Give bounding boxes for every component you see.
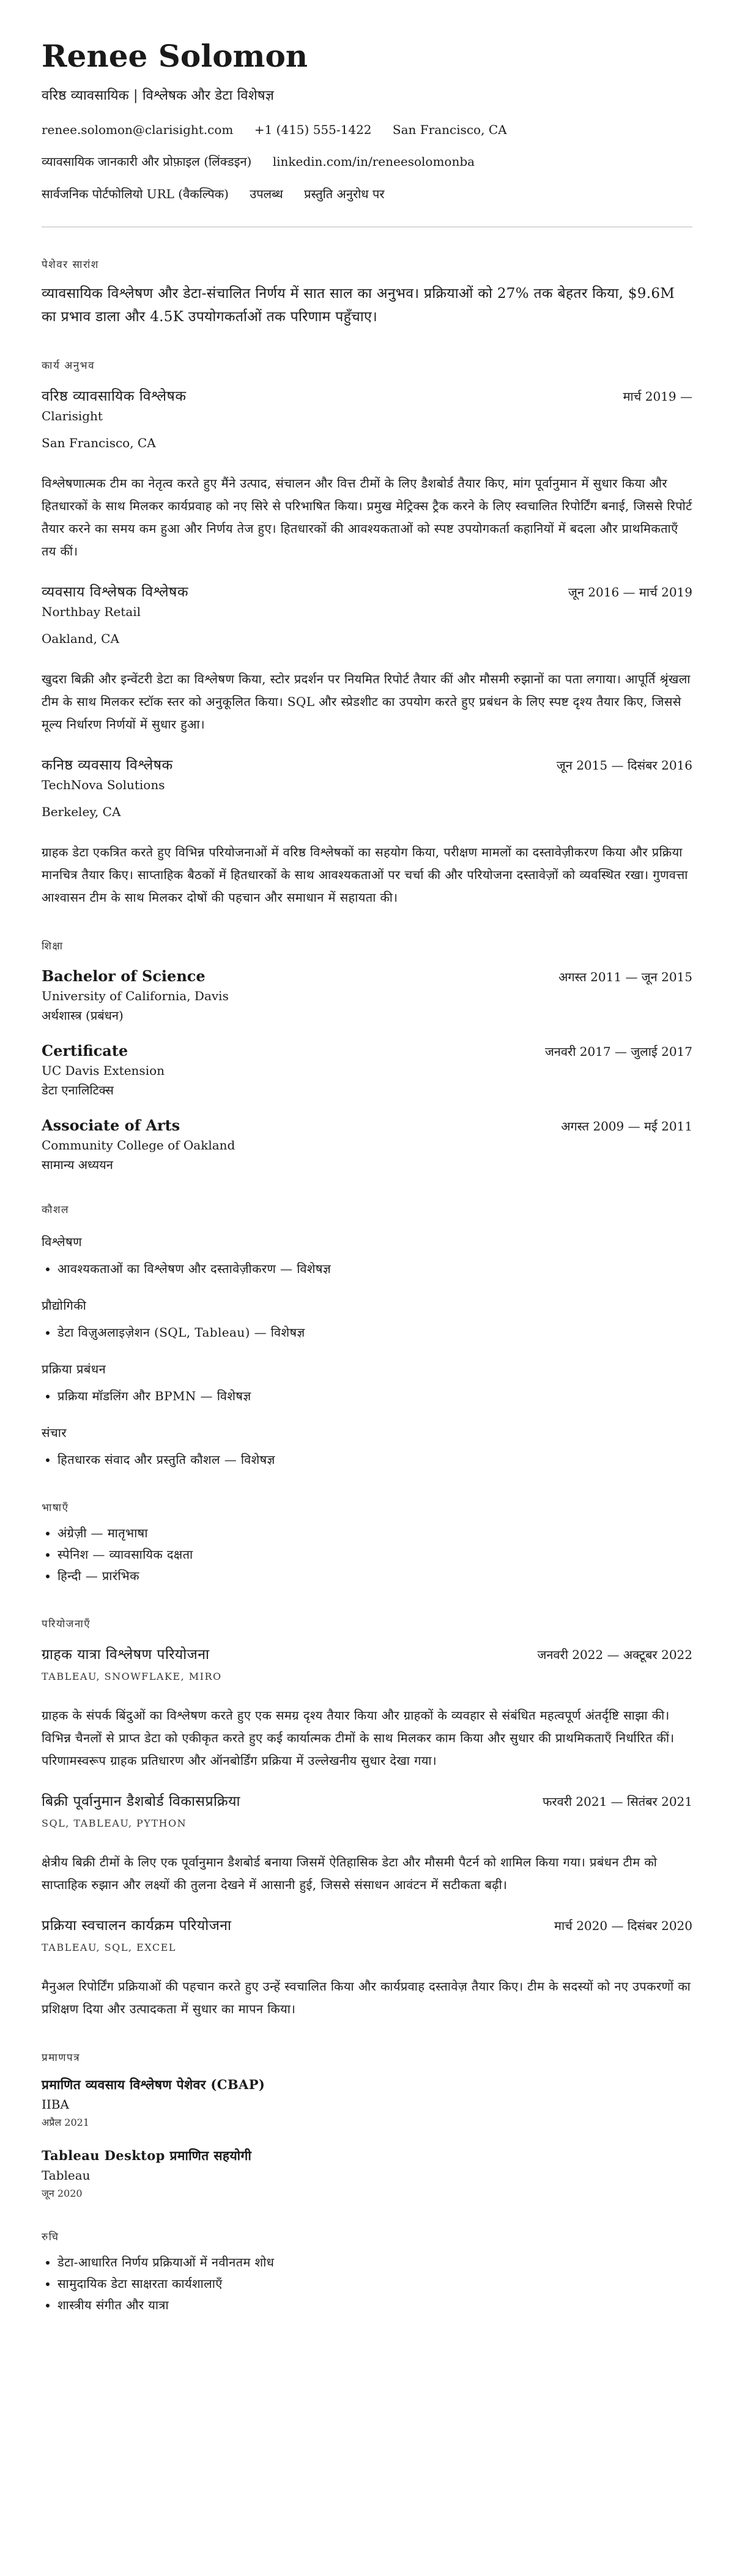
skill-list (42, 1258, 692, 1280)
list-item: • शास्त्रीय संगीत और यात्रा (57, 2295, 692, 2316)
phone-number: +1 (415) 555-1422 (254, 122, 372, 137)
project-description: ग्राहक के संपर्क बिंदुओं का विश्लेषण करते हुए एक समग्र दृश्य तैयार किया और ग्राहकों के व्यवहार से संबंधित महत्वपूर्ण अंतर्दृष्टि साझा की। विभिन्न चैनलों से प्राप्त डेटा को एकीकृत करते हुए कई कार्यात्मक टीमों के साथ मिलकर काम किया और सुधार की प्राथमिकताएँ निर्धारित कीं। परिणामस्वरूप ग्राहक प्रतिधारण और ऑनबोर्डिंग प्रक्रिया में उल्लेखनीय सुधार देखा गया। (42, 1708, 675, 1768)
degree: Certificate (42, 1042, 128, 1060)
certification-org: IIBA (42, 2097, 69, 2112)
list-item: • हितधारक संवाद और प्रस्तुति कौशल — विशेषज्ञ (57, 1449, 692, 1471)
project-dates: जनवरी 2022 — अक्टूबर 2022 (537, 1647, 692, 1662)
certification-date: जून 2020 (42, 2188, 83, 2199)
field-of-study: सामान्य अध्ययन (42, 1157, 113, 1172)
job-entry (42, 385, 692, 563)
job-dates: मार्च 2019 — (623, 389, 692, 404)
job-description: ग्राहक डेटा एकत्रित करते हुए विभिन्न परियोजनाओं में वरिष्ठ विश्लेषकों का सहयोग किया, परीक्षण मामलों का दस्तावेज़ीकरण किया और प्रक्रिया मानचित्र तैयार किए। साप्ताहिक बैठकों में हितधारकों के साथ आवश्यकताओं पर चर्चा की और परियोजना दस्तावेज़ों को व्यवस्थित रखा। गुणवत्ता आश्वासन टीम के साथ मिलकर दोषों की पहचान और समाधान में सहायता की। (42, 845, 688, 905)
certification-entry (42, 2147, 692, 2200)
job-location: Berkeley, CA (42, 804, 121, 819)
portfolio-status: उपलब्ध (250, 187, 283, 201)
project-description: क्षेत्रीय बिक्री टीमों के लिए एक पूर्वानुमान डैशबोर्ड बनाया जिसमें ऐतिहासिक डेटा और मौसमी पैटर्न को शामिल किया गया। प्रबंधन टीम को साप्ताहिक रुझान और लक्ष्यों की तुलना देखने में आसानी हुई, जिससे संसाधन आवंटन में सटीकता बढ़ी। (42, 1855, 658, 1892)
job-company: TechNova Solutions (42, 778, 165, 792)
interest-list (42, 2252, 692, 2316)
list-item: • आवश्यकताओं का विश्लेषण और दस्तावेज़ीकरण — विशेषज्ञ (57, 1258, 692, 1280)
list-item: • स्पेनिश — व्यावसायिक दक्षता (57, 1544, 692, 1565)
project-dates: फरवरी 2021 — सितंबर 2021 (542, 1794, 692, 1809)
project-entry (42, 1791, 692, 1896)
job-dates: जून 2015 — दिसंबर 2016 (556, 758, 692, 773)
job-location: Oakland, CA (42, 631, 119, 646)
skill-list (42, 1322, 692, 1343)
project-title: ग्राहक यात्रा विश्लेषण परियोजना (42, 1647, 210, 1663)
certification-org: Tableau (42, 2168, 91, 2183)
interests-heading: रुचि (42, 2231, 59, 2243)
skill-group-title: प्रक्रिया प्रबंधन (42, 1362, 106, 1376)
skills-heading: कौशल (42, 1204, 70, 1216)
email-link[interactable]: renee.solomon@clarisight.com (42, 122, 234, 137)
list-item: • डेटा विज़ुअलाइज़ेशन (SQL, Tableau) — विशेषज्ञ (57, 1322, 692, 1343)
project-tech: TABLEAU, SQL, EXCEL (42, 1942, 176, 1953)
education-entry (42, 1042, 692, 1098)
education-dates: अगस्त 2009 — मई 2011 (561, 1119, 692, 1134)
skill-group-title: विश्लेषण (42, 1234, 83, 1249)
job-title: वरिष्ठ व्यावसायिक विश्लेषक (42, 388, 187, 404)
summary-heading: पेशेवर सारांश (42, 259, 99, 271)
job-title: कनिष्ठ व्यवसाय विश्लेषक (42, 757, 173, 773)
project-entry (42, 1644, 692, 1772)
portfolio-note: प्रस्तुति अनुरोध पर (304, 187, 385, 201)
job-entry (42, 581, 692, 736)
job-company: Clarisight (42, 409, 103, 423)
certifications-heading: प्रमाणपत्र (42, 2052, 81, 2064)
candidate-name: Renee Solomon (42, 38, 308, 74)
header-divider (42, 226, 692, 228)
language-list (42, 1523, 692, 1587)
skill-group-title: संचार (42, 1425, 67, 1440)
list-item: • अंग्रेज़ी — मातृभाषा (57, 1523, 692, 1544)
skill-list (42, 1449, 692, 1471)
contact-line-2 (42, 153, 692, 169)
certification-name: प्रमाणित व्यवसाय विश्लेषण पेशेवर (CBAP) (42, 2077, 265, 2092)
degree: Bachelor of Science (42, 967, 206, 985)
education-dates: अगस्त 2011 — जून 2015 (558, 970, 692, 984)
projects-heading: परियोजनाएँ (42, 1618, 91, 1630)
education-entry (42, 1116, 692, 1173)
school: UC Davis Extension (42, 1063, 165, 1078)
job-location: San Francisco, CA (42, 436, 156, 450)
location: San Francisco, CA (392, 122, 507, 137)
job-entry (42, 754, 692, 909)
field-of-study: अर्थशास्त्र (प्रबंधन) (42, 1008, 124, 1023)
education-dates: जनवरी 2017 — जुलाई 2017 (544, 1044, 692, 1059)
field-of-study: डेटा एनालिटिक्स (42, 1083, 114, 1097)
job-company: Northbay Retail (42, 604, 141, 619)
list-item: • डेटा-आधारित निर्णय प्रक्रियाओं में नवीनतम शोध (57, 2252, 692, 2273)
job-dates: जून 2016 — मार्च 2019 (568, 585, 692, 599)
project-title: बिक्री पूर्वानुमान डैशबोर्ड विकासप्रक्रिया (42, 1794, 240, 1810)
education-entry (42, 967, 692, 1023)
contact-line-3 (42, 185, 692, 202)
school: University of California, Davis (42, 989, 229, 1003)
job-description: खुदरा बिक्री और इन्वेंटरी डेटा का विश्लेषण किया, स्टोर प्रदर्शन पर नियमित रिपोर्ट तैयार कीं और मौसमी रुझानों का पता लगाया। आपूर्ति श्रृंखला टीम के साथ मिलकर स्टॉक स्तर को अनुकूलित किया। SQL और स्प्रेडशीट का उपयोग करते हुए प्रबंधन के लिए स्पष्ट दृश्य तैयार किए, जिससे मूल्य निर्धारण निर्णयों में सुधार हुआ। (42, 672, 691, 732)
project-description: मैनुअल रिपोर्टिंग प्रक्रियाओं की पहचान करते हुए उन्हें स्वचालित किया और कार्यप्रवाह दस्तावेज़ तैयार किए। टीम के सदस्यों को नए उपकरणों का प्रशिक्षण दिया और उत्पादकता में सुधार का मापन किया। (42, 1979, 691, 2016)
portfolio-label: सार्वजनिक पोर्टफोलियो URL (वैकल्पिक) (42, 187, 229, 201)
job-title: व्यवसाय विश्लेषक विश्लेषक (42, 584, 189, 600)
certification-entry (42, 2076, 692, 2129)
project-entry (42, 1915, 692, 2021)
list-item: • सामुदायिक डेटा साक्षरता कार्यशालाएँ (57, 2273, 692, 2295)
list-item: • प्रक्रिया मॉडलिंग और BPMN — विशेषज्ञ (57, 1386, 692, 1407)
education-heading: शिक्षा (42, 940, 64, 952)
degree: Associate of Arts (42, 1116, 180, 1134)
project-title: प्रक्रिया स्वचालन कार्यक्रम परियोजना (42, 1918, 232, 1934)
job-description: विश्लेषणात्मक टीम का नेतृत्व करते हुए मैंने उत्पाद, संचालन और वित्त टीमों के लिए डैशबोर्ड तैयार किए, मांग पूर्वानुमान में सुधार किया और हितधारकों के साथ मिलकर कार्यप्रवाह को नए सिरे से परिभाषित किया। प्रमुख मेट्रिक्स ट्रैक करने के लिए स्वचालित रिपोर्टिंग बनाई, जिससे रिपोर्ट तैयार करने का समय कम हुआ और निर्णय तेज हुए। हितधारकों की आवश्यकताओं को स्पष्ट उपयोगकर्ता कहानियों में बदला और प्राथमिकताएँ तय कीं। (42, 476, 692, 559)
school: Community College of Oakland (42, 1138, 235, 1153)
linkedin-label: व्यावसायिक जानकारी और प्रोफ़ाइल (लिंक्डइन) (42, 154, 252, 169)
certification-name: Tableau Desktop प्रमाणित सहयोगी (42, 2148, 252, 2163)
skill-list (42, 1386, 692, 1407)
project-tech: TABLEAU, SNOWFLAKE, MIRO (42, 1671, 222, 1682)
headline: वरिष्ठ व्यावसायिक | विश्लेषक और डेटा विशेषज्ञ (42, 88, 275, 103)
list-item: • हिन्दी — प्रारंभिक (57, 1565, 692, 1587)
languages-heading: भाषाएँ (42, 1502, 69, 1514)
contact-line-1 (42, 122, 692, 137)
certification-date: अप्रैल 2021 (42, 2117, 89, 2128)
project-dates: मार्च 2020 — दिसंबर 2020 (554, 1918, 692, 1933)
project-tech: SQL, TABLEAU, PYTHON (42, 1817, 187, 1829)
linkedin-link[interactable]: linkedin.com/in/reneesolomonba (272, 154, 475, 169)
summary-text: व्यावसायिक विश्लेषण और डेटा-संचालित निर्णय में सात साल का अनुभव। प्रक्रियाओं को 27% तक बेहतर किया, $9.6M का प्रभाव डाला और 4.5K उपयोगकर्ताओं तक परिणाम पहुँचाए। (42, 286, 675, 325)
experience-heading: कार्य अनुभव (42, 360, 95, 372)
skill-group-title: प्रौद्योगिकी (42, 1298, 87, 1313)
